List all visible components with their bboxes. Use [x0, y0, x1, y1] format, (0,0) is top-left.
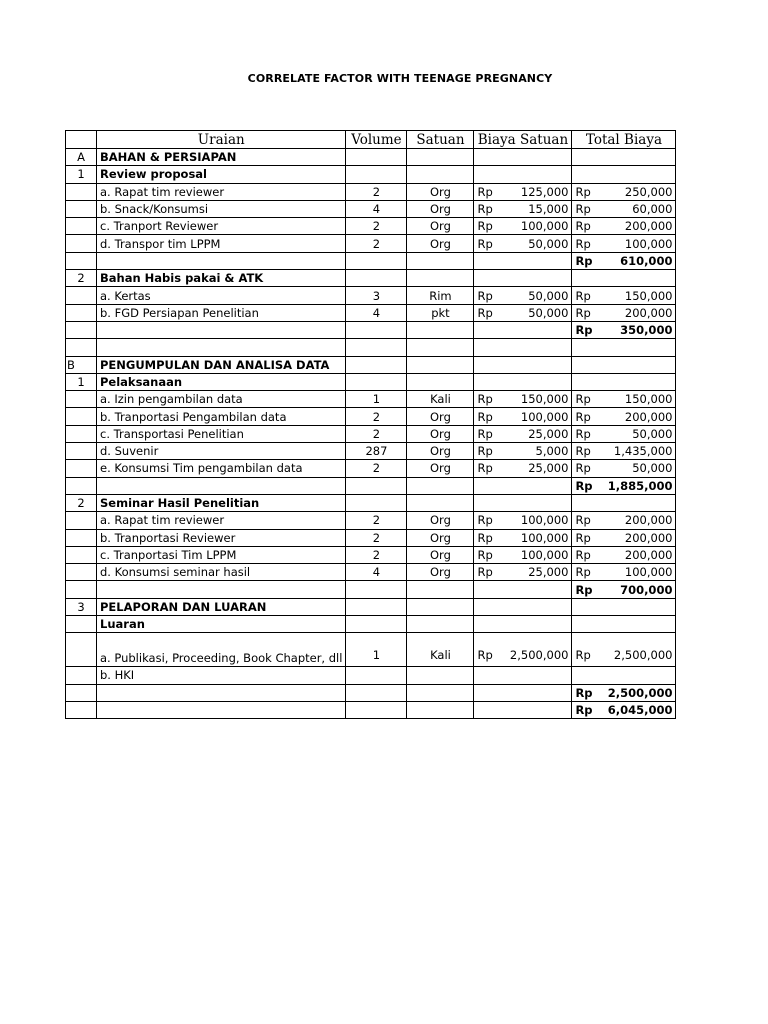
- item-unit-cost: [474, 564, 572, 581]
- currency-label: Rp: [477, 236, 493, 251]
- unit-cost-value: 50,000: [528, 305, 569, 320]
- header-satuan: Satuan: [407, 131, 474, 149]
- item-label: e. Konsumsi Tim pengambilan data: [97, 460, 346, 477]
- item-label: b. Tranportasi Reviewer: [97, 529, 346, 546]
- item-satuan: Kali: [407, 633, 474, 667]
- currency-label: Rp: [575, 444, 591, 459]
- item-total-cost: [572, 183, 676, 200]
- table-row: [66, 529, 676, 546]
- subtotal-value: 1,885,000: [607, 478, 673, 493]
- currency-label: Rp: [477, 305, 493, 320]
- unit-cost-value: 100,000: [520, 219, 569, 234]
- currency-label: Rp: [575, 202, 591, 217]
- subtotal-row: [66, 321, 676, 338]
- item-total-cost: [572, 408, 676, 425]
- item-volume: 2: [346, 235, 407, 252]
- total-cost-value: 200,000: [624, 305, 673, 320]
- currency-label: Rp: [575, 703, 593, 718]
- currency-label: Rp: [575, 392, 591, 407]
- item-unit-cost: [474, 235, 572, 252]
- total-cost-value: 50,000: [632, 426, 673, 441]
- item-unit-cost: [474, 391, 572, 408]
- item-label: a. Publikasi, Proceeding, Book Chapter, dll: [97, 633, 346, 667]
- section-row: [66, 494, 676, 511]
- currency-label: Rp: [477, 513, 493, 528]
- currency-label: Rp: [477, 547, 493, 562]
- section-row: [66, 356, 676, 373]
- item-volume: 2: [346, 512, 407, 529]
- currency-label: Rp: [575, 530, 591, 545]
- item-satuan: Org: [407, 529, 474, 546]
- section-number: B: [66, 356, 97, 373]
- item-satuan: Org: [407, 443, 474, 460]
- item-volume: 2: [346, 460, 407, 477]
- item-volume: 1: [346, 391, 407, 408]
- table-row: [66, 667, 676, 684]
- unit-cost-value: 15,000: [528, 202, 569, 217]
- item-satuan: Org: [407, 183, 474, 200]
- item-unit-cost: [474, 443, 572, 460]
- currency-label: Rp: [575, 461, 591, 476]
- item-label: d. Suvenir: [97, 443, 346, 460]
- currency-label: Rp: [477, 648, 493, 663]
- table-row: [66, 200, 676, 217]
- item-satuan: Org: [407, 564, 474, 581]
- section-number: 3: [66, 598, 97, 615]
- table-row: [66, 564, 676, 581]
- currency-label: Rp: [575, 323, 593, 338]
- table-row: [66, 304, 676, 321]
- item-unit-cost: [474, 512, 572, 529]
- item-label: b. Snack/Konsumsi: [97, 200, 346, 217]
- item-satuan: Org: [407, 460, 474, 477]
- item-total-cost: [572, 633, 676, 667]
- currency-label: Rp: [477, 461, 493, 476]
- item-label: a. Kertas: [97, 287, 346, 304]
- item-label: d. Konsumsi seminar hasil: [97, 564, 346, 581]
- currency-label: Rp: [477, 392, 493, 407]
- item-volume: 2: [346, 425, 407, 442]
- total-cost-value: 200,000: [624, 409, 673, 424]
- section-row: [66, 149, 676, 166]
- section-label: BAHAN & PERSIAPAN: [97, 149, 346, 166]
- currency-label: Rp: [575, 219, 591, 234]
- unit-cost-value: 25,000: [528, 461, 569, 476]
- item-unit-cost: [474, 287, 572, 304]
- item-label: a. Rapat tim reviewer: [97, 183, 346, 200]
- item-total-cost: [572, 425, 676, 442]
- table-row: [66, 512, 676, 529]
- currency-label: Rp: [477, 288, 493, 303]
- item-unit-cost: [474, 667, 572, 684]
- section-row: [66, 373, 676, 390]
- unit-cost-value: 100,000: [520, 530, 569, 545]
- section-number: [66, 616, 97, 633]
- header-uraian: Uraian: [97, 131, 346, 149]
- currency-label: Rp: [575, 478, 593, 493]
- item-volume: [346, 667, 407, 684]
- item-unit-cost: [474, 304, 572, 321]
- section-label: PENGUMPULAN DAN ANALISA DATA: [97, 356, 346, 373]
- item-satuan: Rim: [407, 287, 474, 304]
- table-row: [66, 235, 676, 252]
- item-total-cost: [572, 200, 676, 217]
- item-total-cost: [572, 529, 676, 546]
- table-row: [66, 460, 676, 477]
- item-volume: 2: [346, 218, 407, 235]
- item-total-cost: [572, 391, 676, 408]
- item-label: b. Tranportasi Pengambilan data: [97, 408, 346, 425]
- currency-label: Rp: [575, 685, 593, 700]
- subtotal-value: 6,045,000: [607, 703, 673, 718]
- header-biaya-satuan: Biaya Satuan: [474, 131, 572, 149]
- item-total-cost: [572, 546, 676, 563]
- section-label: PELAPORAN DAN LUARAN: [97, 598, 346, 615]
- unit-cost-value: 125,000: [520, 184, 569, 199]
- item-unit-cost: [474, 183, 572, 200]
- currency-label: Rp: [575, 648, 591, 663]
- section-label: Luaran: [97, 616, 346, 633]
- subtotal-row: [66, 684, 676, 701]
- item-satuan: Kali: [407, 391, 474, 408]
- item-total-cost: [572, 235, 676, 252]
- unit-cost-value: 2,500,000: [509, 648, 569, 663]
- table-row: [66, 287, 676, 304]
- item-unit-cost: [474, 425, 572, 442]
- item-total-cost: [572, 667, 676, 684]
- section-row: [66, 616, 676, 633]
- item-label: a. Rapat tim reviewer: [97, 512, 346, 529]
- section-number: 2: [66, 270, 97, 287]
- table-row: [66, 218, 676, 235]
- currency-label: Rp: [477, 426, 493, 441]
- subtotal-cell: [572, 701, 676, 718]
- unit-cost-value: 100,000: [520, 547, 569, 562]
- item-satuan: Org: [407, 546, 474, 563]
- table-row: [66, 633, 676, 667]
- total-cost-value: 2,500,000: [613, 648, 673, 663]
- currency-label: Rp: [575, 253, 593, 268]
- item-volume: 4: [346, 200, 407, 217]
- subtotal-value: 350,000: [620, 323, 673, 338]
- budget-table: [65, 130, 676, 719]
- currency-label: Rp: [575, 236, 591, 251]
- currency-label: Rp: [575, 288, 591, 303]
- item-total-cost: [572, 218, 676, 235]
- item-satuan: Org: [407, 218, 474, 235]
- item-total-cost: [572, 512, 676, 529]
- table-row: [66, 443, 676, 460]
- item-total-cost: [572, 287, 676, 304]
- currency-label: Rp: [477, 444, 493, 459]
- item-unit-cost: [474, 460, 572, 477]
- item-volume: 1: [346, 633, 407, 667]
- item-total-cost: [572, 304, 676, 321]
- section-label: Review proposal: [97, 166, 346, 183]
- table-row: [66, 183, 676, 200]
- item-unit-cost: [474, 218, 572, 235]
- unit-cost-value: 100,000: [520, 513, 569, 528]
- item-volume: 2: [346, 546, 407, 563]
- table-row: [66, 408, 676, 425]
- subtotal-cell: [572, 581, 676, 598]
- section-label: Seminar Hasil Penelitian: [97, 494, 346, 511]
- currency-label: Rp: [477, 184, 493, 199]
- item-total-cost: [572, 443, 676, 460]
- total-cost-value: 50,000: [632, 461, 673, 476]
- currency-label: Rp: [575, 547, 591, 562]
- total-cost-value: 60,000: [632, 202, 673, 217]
- total-cost-value: 100,000: [624, 236, 673, 251]
- item-label: b. FGD Persiapan Penelitian: [97, 304, 346, 321]
- item-total-cost: [572, 460, 676, 477]
- item-label: b. HKI: [97, 667, 346, 684]
- item-unit-cost: [474, 200, 572, 217]
- unit-cost-value: 5,000: [535, 444, 569, 459]
- blank-row: [66, 339, 676, 356]
- total-cost-value: 200,000: [624, 530, 673, 545]
- item-unit-cost: [474, 529, 572, 546]
- item-satuan: Org: [407, 408, 474, 425]
- item-label: d. Transpor tim LPPM: [97, 235, 346, 252]
- section-row: [66, 598, 676, 615]
- item-volume: 287: [346, 443, 407, 460]
- subtotal-row: [66, 581, 676, 598]
- currency-label: Rp: [477, 409, 493, 424]
- section-label: Bahan Habis pakai & ATK: [97, 270, 346, 287]
- subtotal-cell: [572, 252, 676, 269]
- subtotal-value: 700,000: [620, 582, 673, 597]
- table-header-row: [66, 131, 676, 149]
- subtotal-row: [66, 477, 676, 494]
- subtotal-value: 610,000: [620, 253, 673, 268]
- section-label: Pelaksanaan: [97, 373, 346, 390]
- section-number: 1: [66, 373, 97, 390]
- item-volume: 4: [346, 304, 407, 321]
- item-label: c. Tranportasi Tim LPPM: [97, 546, 346, 563]
- currency-label: Rp: [575, 582, 593, 597]
- currency-label: Rp: [575, 426, 591, 441]
- total-cost-value: 200,000: [624, 547, 673, 562]
- item-unit-cost: [474, 633, 572, 667]
- item-volume: 2: [346, 408, 407, 425]
- subtotal-cell: [572, 321, 676, 338]
- subtotal-cell: [572, 477, 676, 494]
- item-volume: 3: [346, 287, 407, 304]
- currency-label: Rp: [477, 565, 493, 580]
- total-cost-value: 100,000: [624, 565, 673, 580]
- item-satuan: Org: [407, 235, 474, 252]
- currency-label: Rp: [477, 530, 493, 545]
- header-no: [66, 131, 97, 149]
- unit-cost-value: 50,000: [528, 288, 569, 303]
- item-satuan: [407, 667, 474, 684]
- header-total-biaya: Total Biaya: [572, 131, 676, 149]
- item-total-cost: [572, 564, 676, 581]
- item-satuan: Org: [407, 200, 474, 217]
- total-cost-value: 200,000: [624, 219, 673, 234]
- section-row: [66, 270, 676, 287]
- currency-label: Rp: [477, 219, 493, 234]
- total-cost-value: 1,435,000: [613, 444, 673, 459]
- item-satuan: Org: [407, 512, 474, 529]
- table-row: [66, 425, 676, 442]
- currency-label: Rp: [477, 202, 493, 217]
- header-volume: Volume: [346, 131, 407, 149]
- subtotal-row: [66, 701, 676, 718]
- section-number: 2: [66, 494, 97, 511]
- item-unit-cost: [474, 408, 572, 425]
- section-number: 1: [66, 166, 97, 183]
- item-volume: 2: [346, 183, 407, 200]
- currency-label: Rp: [575, 513, 591, 528]
- total-cost-value: 250,000: [624, 184, 673, 199]
- unit-cost-value: 25,000: [528, 565, 569, 580]
- item-satuan: Org: [407, 425, 474, 442]
- subtotal-row: [66, 252, 676, 269]
- total-cost-value: 200,000: [624, 513, 673, 528]
- unit-cost-value: 150,000: [520, 392, 569, 407]
- item-label: c. Tranport Reviewer: [97, 218, 346, 235]
- total-cost-value: 150,000: [624, 288, 673, 303]
- item-label: a. Izin pengambilan data: [97, 391, 346, 408]
- table-row: [66, 391, 676, 408]
- document-title: CORRELATE FACTOR WITH TEENAGE PREGNANCY: [247, 72, 553, 85]
- unit-cost-value: 25,000: [528, 426, 569, 441]
- subtotal-value: 2,500,000: [607, 685, 673, 700]
- currency-label: Rp: [575, 409, 591, 424]
- item-satuan: pkt: [407, 304, 474, 321]
- item-unit-cost: [474, 546, 572, 563]
- table-row: [66, 546, 676, 563]
- section-row: [66, 166, 676, 183]
- item-label: c. Transportasi Penelitian: [97, 425, 346, 442]
- section-number: A: [66, 149, 97, 166]
- item-volume: 4: [346, 564, 407, 581]
- unit-cost-value: 100,000: [520, 409, 569, 424]
- currency-label: Rp: [575, 305, 591, 320]
- item-volume: 2: [346, 529, 407, 546]
- table-body: [66, 149, 676, 719]
- total-cost-value: 150,000: [624, 392, 673, 407]
- currency-label: Rp: [575, 184, 591, 199]
- unit-cost-value: 50,000: [528, 236, 569, 251]
- currency-label: Rp: [575, 565, 591, 580]
- subtotal-cell: [572, 684, 676, 701]
